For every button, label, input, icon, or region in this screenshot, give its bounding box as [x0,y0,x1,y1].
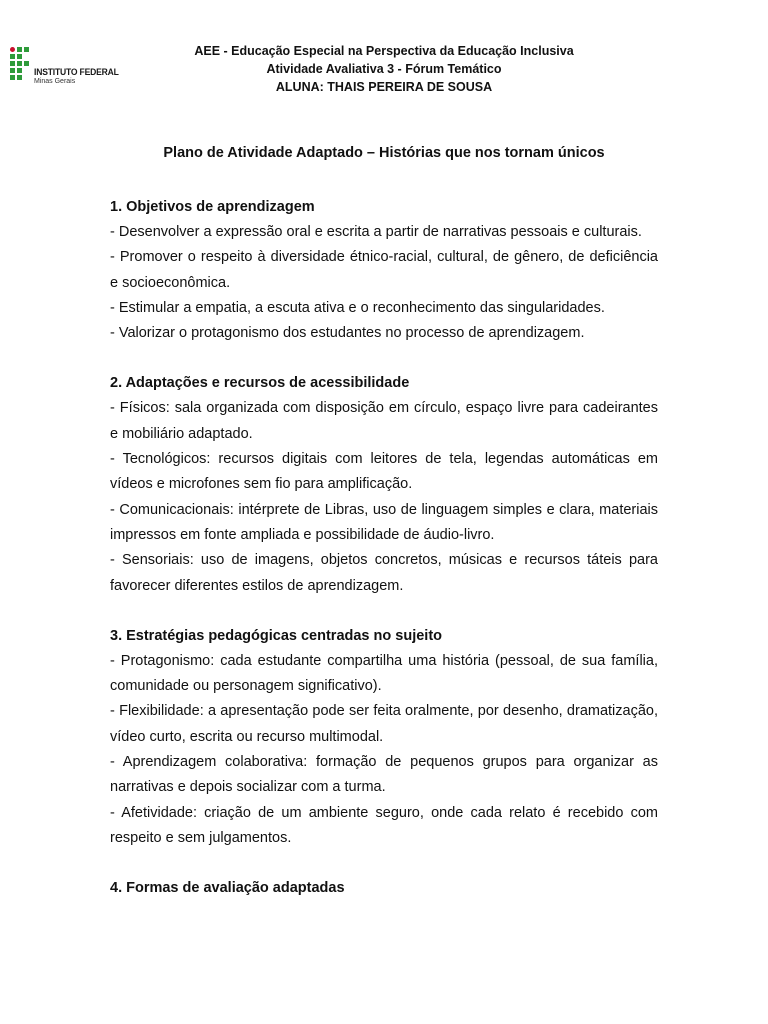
section-objectives [110,195,658,346]
section-heading: 2. Adaptações e recursos de acessibilidade [110,375,410,392]
document-body [110,195,658,926]
paragraph: - Desenvolver a expressão oral e escrita a partir de narrativas pessoais e culturais. [110,224,642,240]
document-title: Plano de Atividade Adaptado – Histórias que nos tornam únicos [163,145,605,161]
header-activity: Atividade Avaliativa 3 - Fórum Temático [266,62,502,76]
section-heading: 3. Estratégias pedagógicas centradas no sujeito [110,627,442,644]
paragraph: - Comunicacionais: intérprete de Libras, uso de linguagem simples e clara, materiais impressos em fonte ampliada e possibilidade de áudio-livro. [110,501,658,543]
paragraph: - Protagonismo: cada estudante compartilha uma história (pessoal, de sua família, comunidade ou personagem significativo). [110,652,658,695]
document-header [0,42,768,96]
section-evaluation [110,876,658,901]
section-accessibility [110,371,658,598]
paragraph: - Sensoriais: uso de imagens, objetos concretos, músicas e recursos táteis para favorecer diferentes estilos de aprendizagem. [110,552,658,594]
section-heading: 1. Objetivos de aprendizagem [110,199,315,215]
paragraph: - Promover o respeito à diversidade étnico-racial, cultural, de gênero, de deficiência e socioeconômica. [110,249,658,291]
paragraph: - Flexibilidade: a apresentação pode ser feita oralmente, por desenho, dramatização, vídeo curto, escrita ou recurso multimodal. [110,703,658,745]
paragraph: - Aprendizagem colaborativa: formação de pequenos grupos para organizar as narrativas e depois socializar com a turma. [110,754,658,796]
header-student: ALUNA: THAIS PEREIRA DE SOUSA [275,80,493,94]
section-heading: 4. Formas de avaliação adaptadas [110,880,345,897]
paragraph: - Valorizar o protagonismo dos estudantes no processo de aprendizagem. [110,325,585,342]
paragraph: - Físicos: sala organizada com disposição em círculo, espaço livre para cadeirantes e mobiliário adaptado. [110,400,658,442]
header-course: AEE - Educação Especial na Perspectiva da Educação Inclusiva [194,44,574,58]
logo-name: INSTITUTO FEDERAL [34,67,119,78]
paragraph: - Estimular a empatia, a escuta ativa e o reconhecimento das singularidades. [110,299,605,316]
paragraph: - Tecnológicos: recursos digitais com leitores de tela, legendas automáticas em vídeos e microfones sem fio para amplificação. [110,451,658,493]
logo-subtitle: Minas Gerais [34,78,76,85]
section-strategies [110,624,658,851]
paragraph: - Afetividade: criação de um ambiente seguro, onde cada relato é recebido com respeito e sem julgamentos. [110,804,658,846]
